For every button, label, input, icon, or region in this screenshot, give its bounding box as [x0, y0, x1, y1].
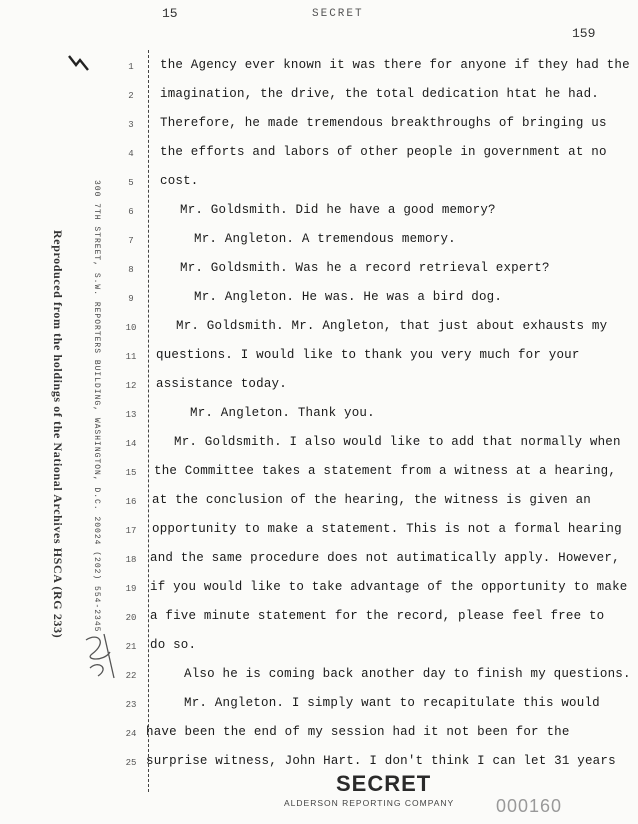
transcript-line: Mr. Goldsmith. Did he have a good memory?: [180, 203, 496, 217]
transcript-line: cost.: [160, 174, 199, 188]
document-number: 000160: [496, 796, 563, 816]
line-number: 12: [125, 381, 137, 391]
transcript-line: imagination, the drive, the total dedication htat he had.: [160, 87, 599, 101]
transcript-line: opportunity to make a statement. This is not a formal hearing: [152, 522, 622, 536]
transcript-line: Therefore, he made tremendous breakthroughs of bringing us: [160, 116, 607, 130]
transcript-line: surprise witness, John Hart. I don't think I can let 31 years: [146, 754, 616, 768]
header-left-number: 15: [162, 6, 178, 21]
line-number: 20: [125, 613, 137, 623]
transcript-line: if you would like to take advantage of the opportunity to make: [150, 580, 628, 594]
archive-side-note: Reproduced from the holdings of the National Archives HSCA (RG 233): [51, 230, 65, 639]
line-number: 22: [125, 671, 137, 681]
transcript-line: and the same procedure does not autimatically apply. However,: [150, 551, 620, 565]
header-center-mark: SECRET: [312, 8, 364, 20]
signature-scribble-icon: [80, 630, 120, 682]
line-number: 6: [128, 207, 134, 217]
line-number: 15: [125, 468, 137, 478]
line-number: 7: [128, 236, 134, 246]
line-number: 14: [125, 439, 137, 449]
transcript-line: Mr. Angleton. A tremendous memory.: [194, 232, 456, 246]
line-number: 16: [125, 497, 137, 507]
transcript-line: Mr. Goldsmith. Mr. Angleton, that just about exhausts my: [176, 319, 608, 333]
transcript-line: Mr. Goldsmith. Was he a record retrieval expert?: [180, 261, 550, 275]
transcript-line: Mr. Angleton. I simply want to recapitulate this would: [184, 696, 600, 710]
check-mark-icon: [66, 50, 90, 74]
transcript-line: Also he is coming back another day to finish my questions.: [184, 667, 631, 681]
transcript-line: Mr. Angleton. Thank you.: [190, 406, 375, 420]
reporting-company: ALDERSON REPORTING COMPANY: [284, 798, 455, 808]
transcript-line: questions. I would like to thank you very much for your: [156, 348, 580, 362]
transcript-line: a five minute statement for the record, please feel free to: [150, 609, 605, 623]
line-number: 23: [125, 700, 137, 710]
line-number: 3: [128, 120, 134, 130]
transcript-line: at the conclusion of the hearing, the witness is given an: [152, 493, 591, 507]
line-number: 1: [128, 62, 134, 72]
line-number: 18: [125, 555, 137, 565]
line-number: 9: [128, 294, 134, 304]
transcript-line: Mr. Angleton. He was. He was a bird dog.: [194, 290, 503, 304]
line-number: 2: [128, 91, 134, 101]
line-number: 11: [125, 352, 137, 362]
line-number: 21: [125, 642, 137, 652]
line-number: 4: [128, 149, 134, 159]
line-number: 10: [125, 323, 137, 333]
secret-stamp: SECRET: [336, 771, 432, 796]
page-number: 159: [572, 26, 596, 41]
line-number: 8: [128, 265, 134, 275]
transcript-line: the Committee takes a statement from a witness at a hearing,: [154, 464, 617, 478]
margin-rule: [148, 50, 149, 792]
transcript-line: the Agency ever known it was there for anyone if they had the: [160, 58, 630, 72]
transcript-line: assistance today.: [156, 377, 287, 391]
line-number: 17: [125, 526, 137, 536]
reporter-address: 300 7TH STREET, S.W. REPORTERS BUILDING, WASHINGTON, D.C. 20024 (202) 554-2345: [92, 180, 101, 633]
transcript-line: have been the end of my session had it not been for the: [146, 725, 570, 739]
line-number: 19: [125, 584, 137, 594]
line-number: 13: [125, 410, 137, 420]
transcript-line: do so.: [150, 638, 197, 652]
transcript-line: the efforts and labors of other people in government at no: [160, 145, 607, 159]
line-number: 24: [125, 729, 137, 739]
line-number: 25: [125, 758, 137, 768]
line-number: 5: [128, 178, 134, 188]
transcript-line: Mr. Goldsmith. I also would like to add that normally when: [174, 435, 621, 449]
